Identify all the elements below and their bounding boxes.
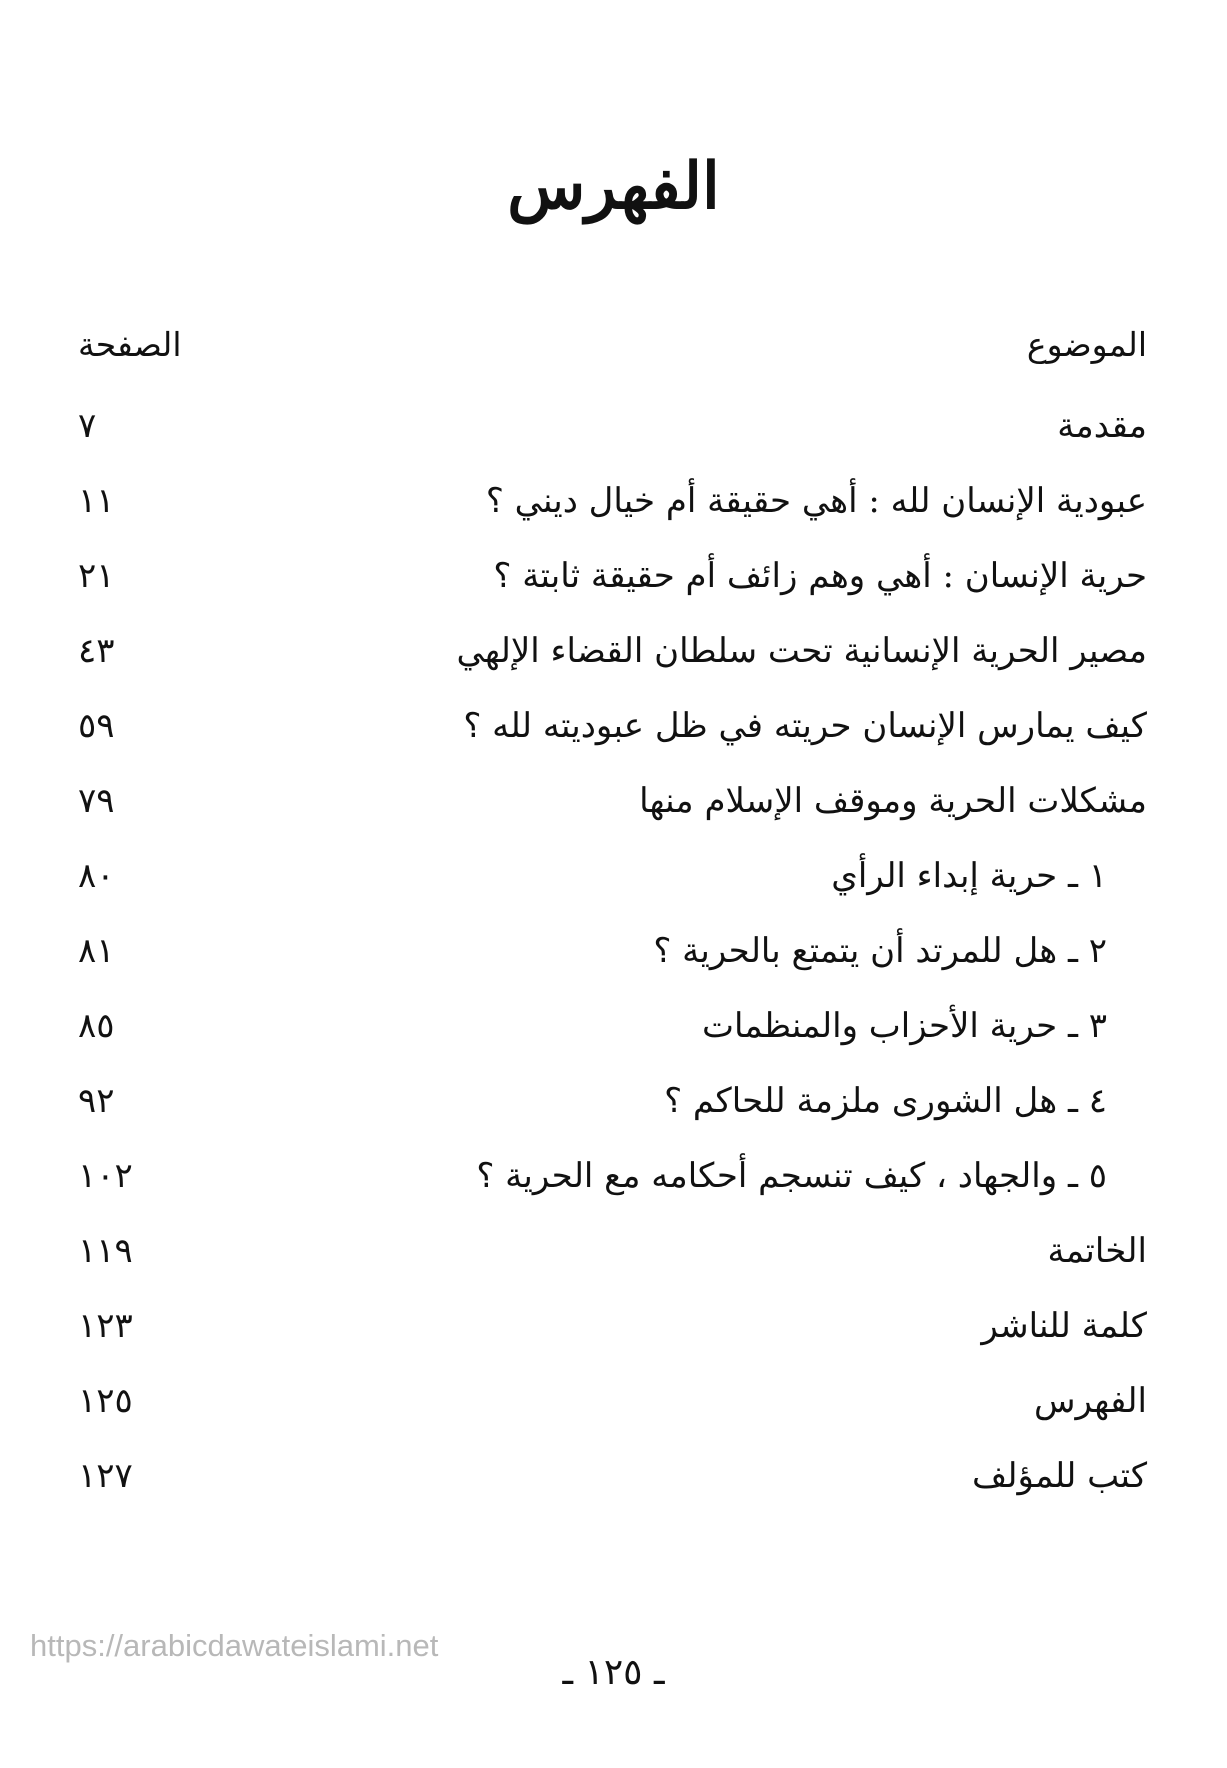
toc-topic: الخاتمة [1047, 1230, 1147, 1271]
toc-page-number: ١٢٥ [78, 1380, 133, 1421]
toc-topic: عبودية الإنسان لله : أهي حقيقة أم خيال ديني ؟ [485, 480, 1147, 521]
column-headers [78, 318, 1147, 370]
toc-row [78, 988, 1147, 1063]
toc-topic: مصير الحرية الإنسانية تحت سلطان القضاء الإلهي [456, 630, 1147, 671]
toc-page-number: ٢١ [78, 555, 115, 596]
toc-topic: الفهرس [1034, 1380, 1147, 1421]
website-watermark: https://arabicdawateislami.net [30, 1628, 439, 1663]
toc-page-number: ١٠٢ [78, 1155, 133, 1196]
toc-page-number: ١١ [78, 480, 115, 521]
toc-row [78, 688, 1147, 763]
page-title: الفهرس [507, 149, 720, 224]
toc-row [78, 838, 1147, 913]
toc-row [78, 1438, 1147, 1513]
toc-row [78, 1363, 1147, 1438]
toc-page-number: ٧ [78, 405, 97, 446]
toc-page-number: ٤٣ [78, 630, 115, 671]
toc-topic: ٢ ـ هل للمرتد أن يتمتع بالحرية ؟ [653, 930, 1107, 971]
toc-row [78, 463, 1147, 538]
toc-page-number: ٨٥ [78, 1005, 115, 1046]
toc-page-number: ١٢٣ [78, 1305, 133, 1346]
toc-page-number: ٨١ [78, 930, 115, 971]
toc-row [78, 388, 1147, 463]
toc-topic: مقدمة [1057, 405, 1147, 446]
toc-topic: ٤ ـ هل الشورى ملزمة للحاكم ؟ [664, 1080, 1107, 1121]
toc-page-number: ١٢٧ [78, 1455, 133, 1496]
toc-topic: حرية الإنسان : أهي وهم زائف أم حقيقة ثابتة ؟ [493, 555, 1147, 596]
toc-topic: كيف يمارس الإنسان حريته في ظل عبوديته لله ؟ [463, 705, 1147, 746]
topic-column-header: الموضوع [1026, 324, 1147, 364]
toc-row [78, 613, 1147, 688]
table-of-contents [78, 388, 1147, 1513]
toc-row [78, 1138, 1147, 1213]
toc-page-number: ٩٢ [78, 1080, 115, 1121]
toc-topic: كتب للمؤلف [971, 1455, 1147, 1496]
toc-topic: كلمة للناشر [981, 1305, 1147, 1346]
toc-topic: ٣ ـ حرية الأحزاب والمنظمات [701, 1005, 1107, 1046]
toc-page-number: ١١٩ [78, 1230, 133, 1271]
toc-topic: مشكلات الحرية وموقف الإسلام منها [639, 780, 1147, 821]
toc-topic: ١ ـ حرية إبداء الرأي [831, 855, 1107, 896]
page-column-header: الصفحة [78, 324, 182, 364]
page-number-footer: ـ ١٢٥ ـ [562, 1652, 665, 1693]
toc-row [78, 763, 1147, 838]
toc-row [78, 1288, 1147, 1363]
toc-topic: ٥ ـ والجهاد ، كيف تنسجم أحكامه مع الحرية ؟ [476, 1155, 1107, 1196]
toc-row [78, 913, 1147, 988]
toc-row [78, 1213, 1147, 1288]
toc-page-number: ٨٠ [78, 855, 115, 896]
toc-row [78, 538, 1147, 613]
toc-page-number: ٥٩ [78, 705, 115, 746]
toc-page-number: ٧٩ [78, 780, 115, 821]
toc-row [78, 1063, 1147, 1138]
